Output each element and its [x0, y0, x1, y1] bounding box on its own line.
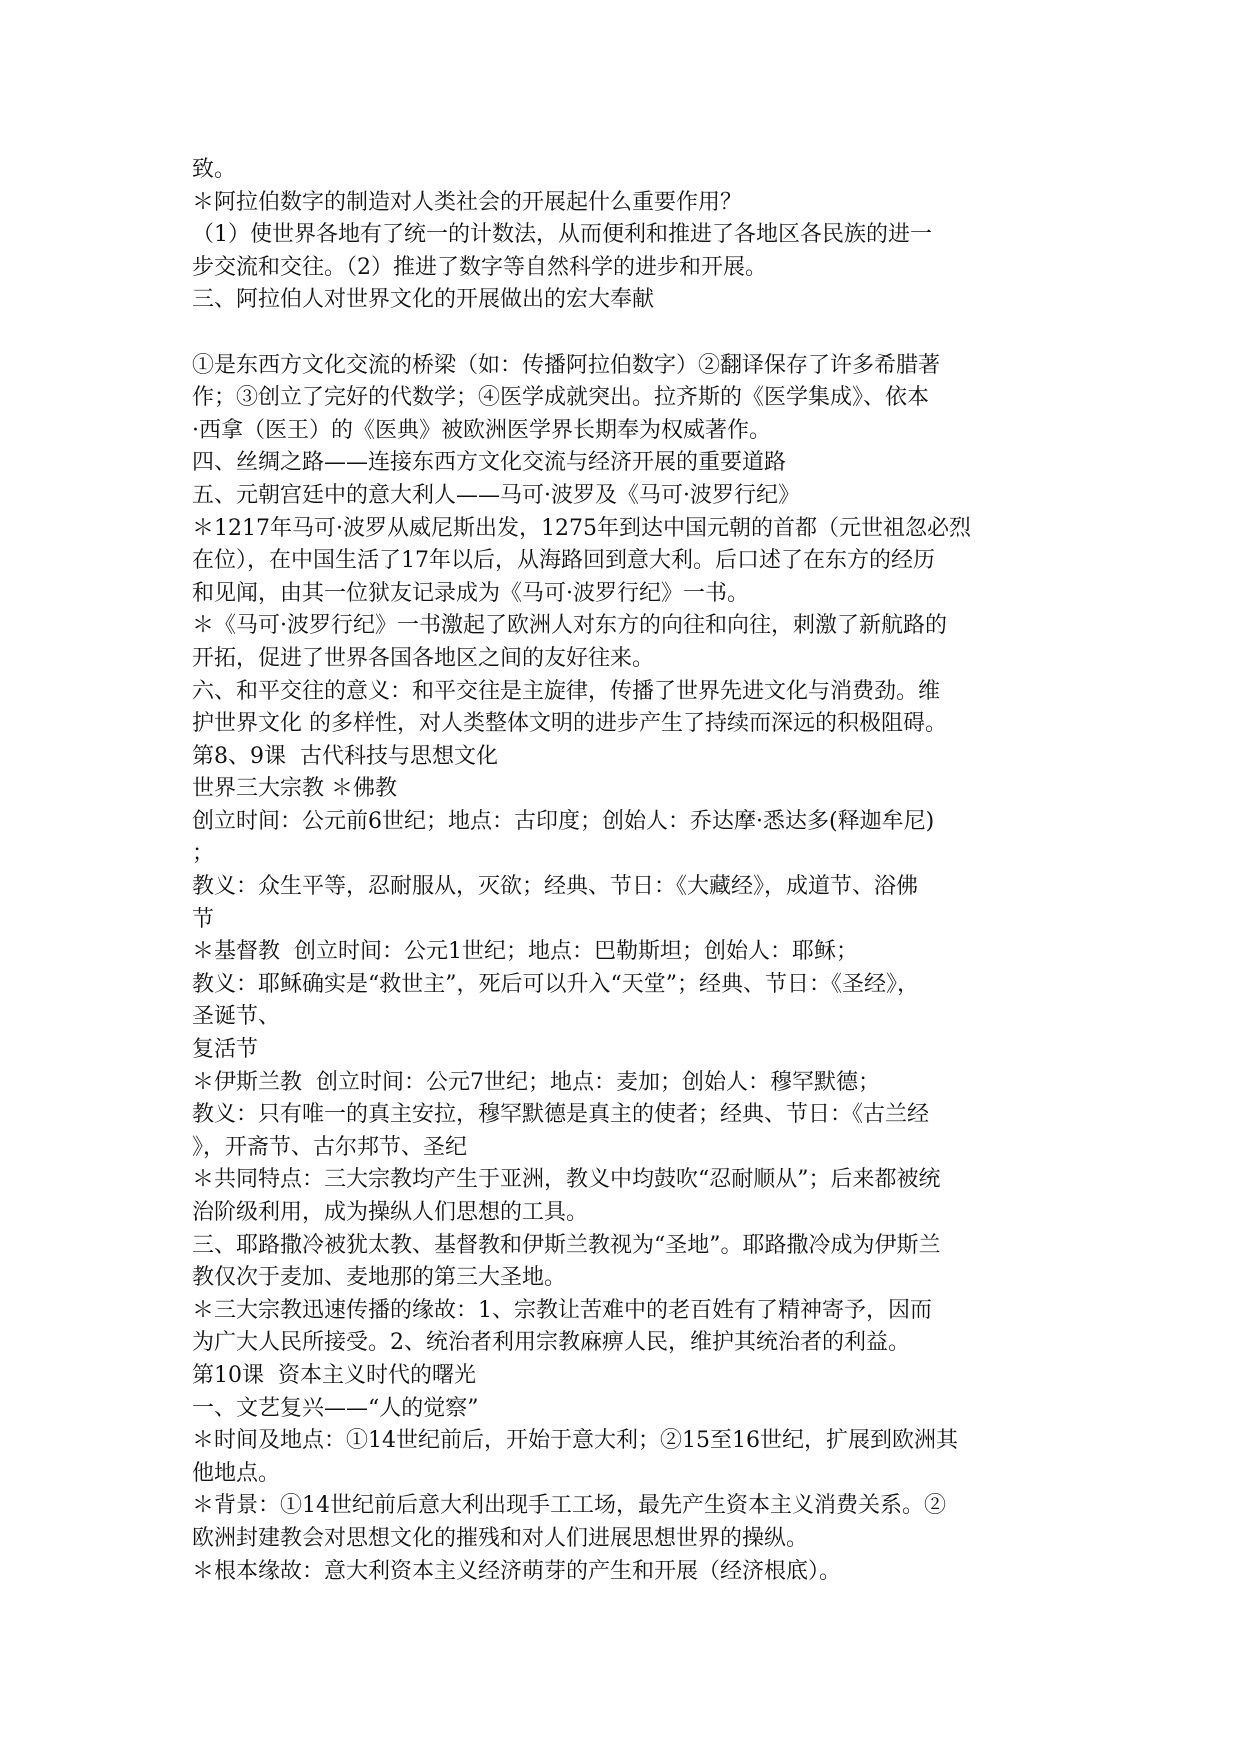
text-line: 作；③创立了完好的代数学；④医学成就突出。拉齐斯的《医学集成》、依本 [192, 385, 930, 411]
blank-line [192, 317, 1062, 350]
text-line: 教义：只有唯一的真主安拉，穆罕默德是真主的使者；经典、节日：《古兰经 [192, 1102, 930, 1128]
text-line: 步交流和交往。（2）推进了数字等自然科学的进步和开展。 [192, 254, 767, 280]
text-line: ＊阿拉伯数字的制造对人类社会的开展起什么重要作用？ [192, 189, 743, 215]
text-line: 节 [192, 906, 215, 932]
text-line: 教义：众生平等，忍耐服从，灭欲；经典、节日：《大藏经》，成道节、浴佛 [192, 874, 919, 900]
text-line: ＊《马可·波罗行纪》一书激起了欧洲人对东方的向往和向往，刺激了新航路的 [192, 613, 947, 639]
text-line: 三、耶路撒冷被犹太教、基督教和伊斯兰教视为“圣地”。耶路撒冷成为伊斯兰 [192, 1232, 941, 1258]
text-line: ·西拿（医王）的《医典》被欧洲医学界长期奉为权威著作。 [192, 417, 771, 443]
text-line: 开拓，促进了世界各国各地区之间的友好往来。 [192, 645, 655, 671]
text-line: 为广大人民所接受。2、统治者利用宗教麻痹人民，维护其统治者的利益。 [192, 1330, 910, 1356]
text-line: 和见闻，由其一位狱友记录成为《马可·波罗行纪》一书。 [192, 580, 749, 606]
text-line: 六、和平交往的意义：和平交往是主旋律，传播了世界先进文化与消费劲。维 [192, 678, 941, 704]
text-line: 创立时间：公元前6世纪；地点：古印度；创始人：乔达摩·悉达多(释迦牟尼) [192, 808, 935, 834]
text-line: 四、丝绸之路——连接东西方文化交流与经济开展的重要道路 [192, 450, 787, 476]
text-line: 致。 [192, 157, 237, 182]
text-line: ＊1217年马可·波罗从威尼斯出发，1275年到达中国元朝的首都（元世祖忽必烈 [192, 515, 971, 541]
text-line: 一、文艺复兴——“人的觉察” [192, 1395, 479, 1421]
text-line: 复活节 [192, 1037, 259, 1063]
text-line: 欧洲封建教会对思想文化的摧残和对人们进展思想世界的操纵。 [192, 1525, 809, 1551]
text-line: 他地点。 [192, 1460, 281, 1486]
text-line: ＊基督教 创立时间：公元1世纪；地点：巴勒斯坦；创始人：耶稣； [192, 939, 858, 965]
text-line: 教义：耶稣确实是“救世主”，死后可以升入“天堂”；经典、节日：《圣经》， [192, 971, 919, 997]
text-line: 》，开斋节、古尔邦节、圣纪 [192, 1134, 468, 1160]
text-line: 五、元朝宫廷中的意大利人——马可·波罗及《马可·波罗行纪》 [192, 482, 800, 508]
text-line: 护世界文化 的多样性，对人类整体文明的进步产生了持续而深远的积极阻碍。 [192, 711, 947, 737]
text-line: 三、阿拉伯人对世界文化的开展做出的宏大奉献 [192, 287, 655, 313]
text-line: 圣诞节、 [192, 1004, 281, 1030]
text-line: ＊背景：①14世纪前后意大利出现手工工场，最先产生资本主义消费关系。② [192, 1493, 946, 1519]
text-line: ＊共同特点：三大宗教均产生于亚洲，教义中均鼓吹“忍耐顺从”；后来都被统 [192, 1167, 941, 1193]
text-line: （1）使世界各地有了统一的计数法，从而便利和推进了各地区各民族的进一 [192, 222, 932, 248]
text-line: 第8、9课 古代科技与思想文化 [192, 743, 498, 769]
text-line: 世界三大宗教 ＊佛教 [192, 776, 397, 802]
document-text [192, 154, 1062, 1588]
text-line: 第10课 资本主义时代的曙光 [192, 1362, 476, 1388]
text-line: 在位），在中国生活了17年以后，从海路回到意大利。后口述了在东方的经历 [192, 548, 935, 574]
text-line: ＊根本缘故：意大利资本主义经济萌芽的产生和开展（经济根底）。 [192, 1558, 842, 1584]
text-line: ①是东西方文化交流的桥梁（如：传播阿拉伯数字）②翻译保存了许多希腊著 [192, 352, 941, 378]
text-line: 治阶级利用，成为操纵人们思想的工具。 [192, 1200, 589, 1225]
text-line: ＊三大宗教迅速传播的缘故：1、宗教让苦难中的老百姓有了精神寄予，因而 [192, 1297, 932, 1323]
text-line: ＊时间及地点：①14世纪前后，开始于意大利；②15至16世纪，扩展到欧洲其 [192, 1428, 958, 1454]
text-line: ＊伊斯兰教 创立时间：公元7世纪；地点：麦加；创始人：穆罕默德； [192, 1069, 880, 1095]
text-line: 教仅次于麦加、麦地那的第三大圣地。 [192, 1265, 567, 1291]
text-line: ； [192, 841, 215, 867]
